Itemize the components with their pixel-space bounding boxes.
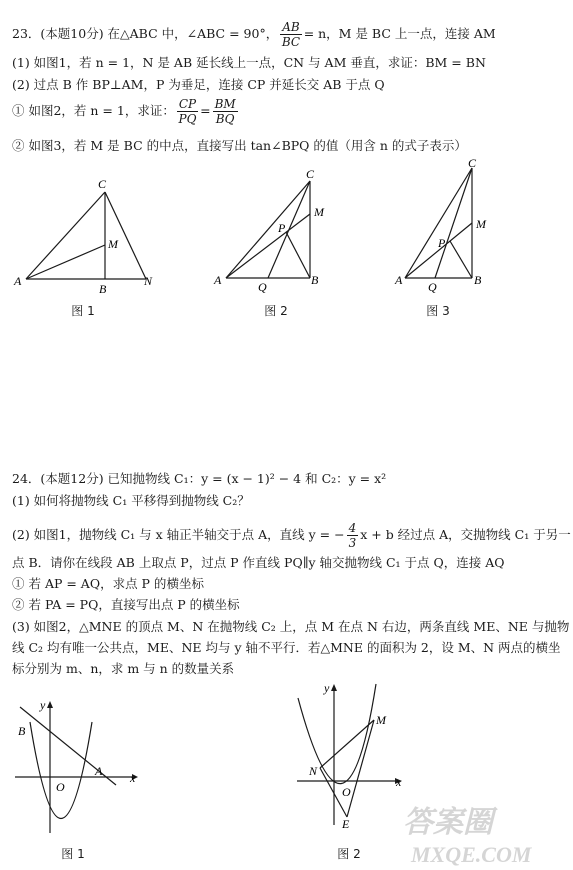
label-q: Q	[428, 280, 437, 294]
q23-fig1-caption: 图 1	[71, 304, 95, 318]
segment-cq	[435, 168, 472, 278]
q23-figure-2	[210, 168, 340, 296]
label-a: A	[14, 274, 22, 288]
q24-part2: (2) 如图1，抛物线 C₁ 与 x 轴正半轴交于点 A，直线 y = − $\frac{4}{3}$ x + b 经过点 A，交抛物线 C₁ 于另一	[12, 521, 571, 550]
q24-part3-cont2: 标分别为 m、n，求 m 与 n 的数量关系	[12, 661, 235, 676]
fraction-cp-pq: $\frac{CP}{PQ}$	[178, 97, 197, 126]
label-e: E	[342, 817, 350, 831]
segment-ac	[226, 181, 310, 278]
label-b: B	[474, 273, 482, 287]
label-p: P	[438, 236, 446, 250]
label-p: P	[278, 221, 286, 235]
label-o: O	[342, 785, 351, 799]
label-x: x	[396, 775, 402, 789]
label-y: y	[40, 698, 46, 712]
y-axis-arrow	[331, 684, 337, 691]
segment-ac	[26, 192, 105, 279]
label-b: B	[311, 273, 319, 287]
segment-me	[347, 720, 374, 817]
label-a: A	[214, 273, 222, 287]
label-o: O	[56, 780, 65, 794]
q23-part2: (2) 过点 B 作 BP⊥AM，P 为垂足，连接 CP 并延长交 AB 于点 Q	[12, 77, 385, 92]
fraction-bm-bq: $\frac{BM}{BQ}$	[214, 97, 236, 126]
label-b: B	[99, 282, 107, 296]
q24-part3: (3) 如图2，△MNE 的顶点 M、N 在抛物线 C₂ 上，点 M 在点 N 右边，两条直线 ME、NE 与抛物	[12, 619, 570, 634]
q23-figure-3	[392, 158, 502, 296]
q24-part2-cont: 点 B．请你在线段 AB 上取点 P，过点 P 作直线 PQ∥y 轴交抛物线 C₁ 于点 Q，连接 AQ	[12, 555, 505, 570]
label-b: B	[18, 724, 26, 738]
label-y: y	[324, 681, 330, 695]
y-axis-arrow	[47, 701, 53, 708]
label-m: M	[108, 237, 118, 251]
watermark-text-top: 答案圈	[403, 806, 493, 839]
q24-figure-1	[10, 695, 145, 840]
q23-figure-1	[10, 172, 165, 297]
fraction-4-3: $\frac{4}{3}$	[348, 521, 357, 550]
q23-fig2-caption: 图 2	[264, 304, 288, 318]
segment-bp	[450, 241, 472, 278]
label-c: C	[306, 168, 315, 181]
label-c: C	[98, 177, 107, 191]
label-m: M	[376, 713, 386, 727]
watermark-logo	[397, 794, 567, 866]
label-m: M	[476, 217, 486, 231]
fraction-ab-bc: $\frac{AB}{BC}$	[281, 20, 301, 49]
q24-part3-cont1: 线 C₂ 均有唯一公共点，ME、NE 均与 y 轴不平行．若△MNE 的面积为 2，设 M、N 两点的横坐	[12, 640, 561, 655]
q24-figure-2	[292, 680, 412, 840]
segment-cq	[268, 181, 310, 278]
label-a: A	[395, 273, 403, 287]
q24-part1: (1) 如何将抛物线 C₁ 平移得到抛物线 C₂？	[12, 493, 250, 508]
segment-am	[26, 245, 105, 279]
q24-part2-2: ② 若 PA = PQ，直接写出点 P 的横坐标	[12, 597, 240, 612]
parabola-c1	[30, 722, 92, 819]
label-n: N	[144, 274, 153, 288]
q24-fig2-caption: 图 2	[337, 847, 361, 861]
q23-part1: (1) 如图1，若 n = 1，N 是 AB 延长线上一点，CN 与 AM 垂直，求证：BM = BN	[12, 55, 486, 70]
segment-nm	[320, 720, 374, 768]
label-n: N	[309, 764, 318, 778]
q23-part2-2: ② 如图3，若 M 是 BC 的中点，直接写出 tan∠BPQ 的值（用含 n 的式子表示）	[12, 138, 467, 153]
q24-fig1-caption: 图 1	[61, 847, 85, 861]
segment-am	[226, 214, 310, 278]
segment-bp	[286, 232, 310, 278]
watermark-text-bottom: MXQE.COM	[411, 842, 532, 866]
label-c: C	[468, 158, 477, 170]
label-m: M	[314, 205, 324, 219]
segment-cn	[105, 192, 146, 279]
q24-part2-1: ① 若 AP = AQ，求点 P 的横坐标	[12, 576, 204, 591]
q23-line1: 23．(本题10分) 在△ABC 中，∠ABC = 90°， $\frac{AB}{BC}$ = n，M 是 BC 上一点，连接 AM	[12, 20, 496, 49]
q24-line1: 24．(本题12分) 已知抛物线 C₁：y = (x − 1)² − 4 和 C₂：y = x²	[12, 471, 387, 486]
label-a: A	[95, 764, 103, 778]
segment-am	[405, 223, 472, 278]
label-x: x	[130, 771, 136, 785]
q23-part2-1: ① 如图2，若 n = 1，求证： $\frac{CP}{PQ}$ = $\frac{BM}{BQ}$	[12, 97, 236, 126]
q23-fig3-caption: 图 3	[426, 304, 450, 318]
label-q: Q	[258, 280, 267, 294]
